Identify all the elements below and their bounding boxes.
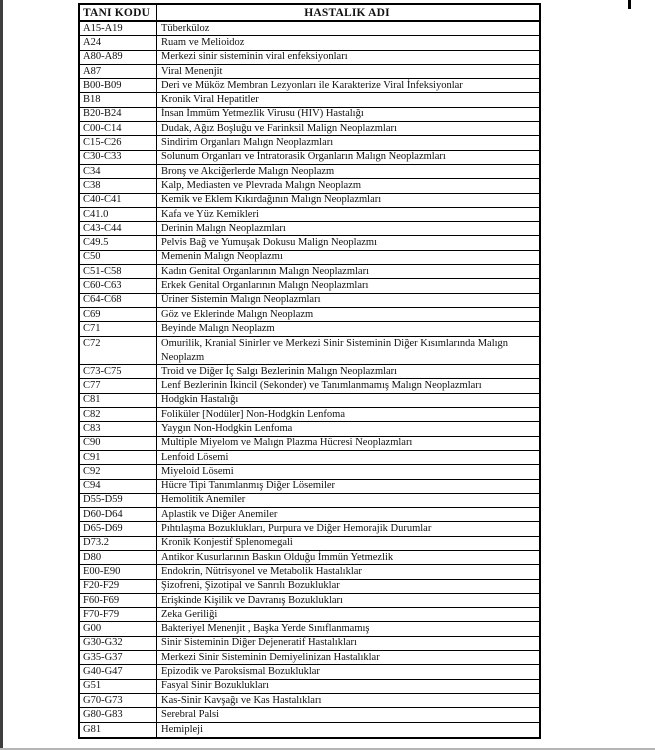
- table-row: [80, 236, 539, 250]
- diagnosis-code-cell: C60-C63: [80, 279, 157, 292]
- diagnosis-code-cell: E00-E90: [80, 565, 157, 578]
- table-row: [80, 708, 539, 722]
- table-row: [80, 93, 539, 107]
- table-row: [80, 208, 539, 222]
- diagnosis-code-cell: G51: [80, 680, 157, 693]
- diagnosis-code-cell: C81: [80, 394, 157, 407]
- diagnosis-code-cell: D80: [80, 551, 157, 564]
- disease-name-cell: Kafa ve Yüz Kemikleri: [161, 208, 259, 220]
- table-row: [80, 151, 539, 165]
- diagnosis-code-cell: C92: [80, 465, 157, 478]
- diagnosis-code-cell: G81: [80, 723, 157, 737]
- disease-name-cell: Multiple Miyelom ve Malıgn Plazma Hücresi Neoplazmları: [161, 437, 413, 449]
- disease-name-cell: Aplastik ve Diğer Anemiler: [161, 508, 278, 520]
- disease-name-cell: Tüberküloz: [161, 22, 210, 34]
- table-row: [80, 51, 539, 65]
- diagnosis-code-cell: C34: [80, 165, 157, 178]
- diagnosis-code-cell: A15-A19: [80, 22, 157, 35]
- disease-name-cell: Antikor Kusurlarının Baskın Olduğu İmmün Yetmezlik: [161, 551, 394, 563]
- diagnosis-code-cell: C82: [80, 408, 157, 421]
- disease-name-cell: Merkezi sinir sisteminin viral enfeksiyonları: [161, 51, 348, 63]
- table-row: [80, 723, 539, 737]
- diagnosis-code-cell: C73-C75: [80, 365, 157, 378]
- table-row: [80, 122, 539, 136]
- table-row: [80, 136, 539, 150]
- table-row: [80, 408, 539, 422]
- table-row: [80, 594, 539, 608]
- diagnosis-code-cell: C50: [80, 251, 157, 264]
- table-row: [80, 65, 539, 79]
- disease-name-cell: Kalp, Mediasten ve Plevrada Malıgn Neoplazm: [161, 179, 362, 191]
- disease-name-cell: Epizodik ve Paroksismal Bozukluklar: [161, 666, 320, 677]
- diagnosis-code-cell: C41.0: [80, 208, 157, 221]
- diagnosis-code-cell: B00-B09: [80, 79, 157, 92]
- table-row: [80, 522, 539, 536]
- table-row: [80, 194, 539, 208]
- page-left-edge: [0, 0, 3, 750]
- disease-name-cell: Üriner Sistemin Malıgn Neoplazmları: [161, 294, 321, 306]
- diagnosis-code-cell: G40-G47: [80, 665, 157, 678]
- diagnosis-code-cell: C72: [80, 337, 157, 365]
- diagnosis-code-cell: C49.5: [80, 236, 157, 249]
- table-row: [80, 79, 539, 93]
- table-body: [80, 22, 539, 737]
- table-row: [80, 394, 539, 408]
- table-row: [80, 637, 539, 651]
- disease-name-cell: Foliküler [Nodüler] Non-Hodgkin Lenfoma: [161, 408, 346, 420]
- disease-name-cell: Kas-Sinir Kavşağı ve Kas Hastalıkları: [161, 694, 322, 706]
- diagnosis-code-cell: G30-G32: [80, 637, 157, 650]
- text-cursor-artifact: [628, 0, 631, 9]
- diagnosis-code-cell: D73.2: [80, 537, 157, 550]
- disease-name-cell: Ruam ve Melioidoz: [161, 36, 245, 48]
- disease-name-cell: Hodgkin Hastalığı: [161, 394, 239, 406]
- table-row: [80, 494, 539, 508]
- disease-name-cell: Lenf Bezlerinin İkincil (Sekonder) ve Tanımlanmamış Malıgn Neoplazmları: [161, 380, 482, 392]
- disease-name-cell: Kronik Viral Hepatitler: [161, 94, 259, 106]
- disease-name-cell: Şizofreni, Şizotipal ve Sanrılı Bozukluklar: [161, 580, 340, 592]
- table-row: [80, 622, 539, 636]
- disease-name-cell: Dudak, Ağız Boşluğu ve Farinksil Malign Neoplazmları: [161, 122, 397, 134]
- diagnosis-code-cell: C64-C68: [80, 294, 157, 307]
- disease-name-cell: Hemolitik Anemiler: [161, 494, 246, 506]
- table-row: [80, 36, 539, 50]
- diagnosis-code-cell: C77: [80, 379, 157, 392]
- table-row: [80, 508, 539, 522]
- diagnosis-code-cell: D65-D69: [80, 522, 157, 535]
- diagnosis-code-cell: D55-D59: [80, 494, 157, 507]
- table-row: [80, 165, 539, 179]
- diagnosis-code-cell: C51-C58: [80, 265, 157, 278]
- table-row: [80, 665, 539, 679]
- disease-name-cell: Fasyal Sinir Bozuklukları: [161, 680, 269, 692]
- diagnosis-code-cell: B18: [80, 93, 157, 106]
- disease-name-cell: Memenin Malıgn Neoplazmı: [161, 251, 283, 263]
- table-row: [80, 680, 539, 694]
- diagnosis-code-cell: C15-C26: [80, 136, 157, 149]
- table-row: [80, 379, 539, 393]
- diagnosis-code-cell: F70-F79: [80, 608, 157, 621]
- disease-name-cell: Omurilik, Kranial Sinirler ve Merkezi Sinir Sisteminin Diğer Kısımlarında Malıgn Neoplazm: [161, 338, 509, 363]
- diagnosis-code-cell: C43-C44: [80, 222, 157, 235]
- table-row: [80, 537, 539, 551]
- disease-name-cell: Göz ve Eklerinde Malıgn Neoplazm: [161, 308, 314, 320]
- table-row: [80, 108, 539, 122]
- table-row: [80, 308, 539, 322]
- disease-name-cell: Merkezi Sinir Sisteminin Demiyelinizan Hastalıklar: [161, 651, 380, 663]
- table-row: [80, 465, 539, 479]
- diagnosis-code-cell: G35-G37: [80, 651, 157, 664]
- table-row: [80, 322, 539, 336]
- diagnosis-code-cell: G70-G73: [80, 694, 157, 707]
- disease-name-cell: Troid ve Diğer İç Salgı Bezlerinin Malıgn Neoplazmları: [161, 365, 398, 377]
- diagnosis-code-cell: G00: [80, 622, 157, 635]
- disease-name-cell: Kemik ve Eklem Kıkırdağının Malıgn Neoplazmları: [161, 194, 382, 206]
- disease-name-cell: Pıhtılaşma Bozuklukları, Purpura ve Diğer Hemorajik Durumlar: [161, 523, 432, 535]
- table-row: [80, 422, 539, 436]
- disease-name-cell: Erkek Genital Organlarının Malıgn Neoplazmları: [161, 279, 369, 291]
- disease-name-cell: Zeka Geriliği: [161, 608, 218, 620]
- table-row: [80, 480, 539, 494]
- diagnosis-code-cell: C83: [80, 422, 157, 435]
- diagnosis-code-cell: A87: [80, 65, 157, 78]
- diagnosis-code-cell: F60-F69: [80, 594, 157, 607]
- table-row: [80, 251, 539, 265]
- diagnosis-code-cell: C90: [80, 437, 157, 450]
- diagnosis-code-cell: C69: [80, 308, 157, 321]
- table-header-row: [80, 5, 539, 22]
- diagnosis-code-cell: G80-G83: [80, 708, 157, 721]
- disease-name-cell: Serebral Palsi: [161, 708, 220, 720]
- disease-name-cell: İnsan İmmüm Yetmezlik Virusu (HIV) Hastalığı: [161, 108, 364, 120]
- disease-name-cell: Hücre Tipi Tanımlanmış Diğer Lösemiler: [161, 480, 336, 492]
- disease-name-cell: Erişkinde Kişilik ve Davranış Bozuklukları: [161, 594, 343, 606]
- table-row: [80, 279, 539, 293]
- disease-name-cell: Kadın Genital Organlarının Malıgn Neoplazmları: [161, 265, 369, 277]
- disease-name-cell: Sindirim Organları Malıgn Neoplazmları: [161, 137, 334, 149]
- table-row: [80, 337, 539, 366]
- disease-name-cell: Kronik Konjestif Splenomegali: [161, 537, 293, 549]
- disease-name-cell: Viral Menenjit: [161, 65, 223, 77]
- diagnosis-code-cell: C94: [80, 480, 157, 493]
- column-header-tani-kodu: TANI KODU: [80, 5, 157, 20]
- table-row: [80, 437, 539, 451]
- disease-name-cell: Beyinde Malıgn Neoplazm: [161, 322, 275, 334]
- diagnosis-code-cell: C40-C41: [80, 194, 157, 207]
- table-row: [80, 179, 539, 193]
- table-row: [80, 651, 539, 665]
- table-row: [80, 565, 539, 579]
- disease-name-cell: Deri ve Müköz Membran Lezyonları ile Karakterize Viral İnfeksiyonlar: [161, 79, 463, 91]
- disease-name-cell: Bakteriyel Menenjit , Başka Yerde Sınıflanmamış: [161, 623, 370, 635]
- table-row: [80, 580, 539, 594]
- diagnosis-code-cell: A24: [80, 36, 157, 49]
- table-row: [80, 551, 539, 565]
- disease-name-cell: Endokrin, Nütrisyonel ve Metabolik Hastalıklar: [161, 565, 362, 577]
- table-row: [80, 694, 539, 708]
- disease-name-cell: Hemipleji: [161, 723, 203, 735]
- table-row: [80, 365, 539, 379]
- disease-name-cell: Bronş ve Akciğerlerde Malıgn Neoplazm: [161, 165, 335, 177]
- disease-name-cell: Pelvis Bağ ve Yumuşak Dokusu Malign Neoplazmı: [161, 237, 378, 249]
- diagnosis-code-cell: B20-B24: [80, 108, 157, 121]
- table-row: [80, 265, 539, 279]
- diagnosis-code-cell: C38: [80, 179, 157, 192]
- diagnosis-code-cell: F20-F29: [80, 580, 157, 593]
- diagnosis-code-cell: C71: [80, 322, 157, 335]
- disease-name-cell: Miyeloid Lösemi: [161, 465, 234, 477]
- table-row: [80, 294, 539, 308]
- diagnosis-code-cell: C00-C14: [80, 122, 157, 135]
- table-row: [80, 222, 539, 236]
- diagnosis-code-table: [78, 3, 541, 739]
- table-row: [80, 451, 539, 465]
- diagnosis-code-cell: C30-C33: [80, 151, 157, 164]
- table-row: [80, 608, 539, 622]
- diagnosis-code-cell: A80-A89: [80, 51, 157, 64]
- disease-name-cell: Derinin Malıgn Neoplazmları: [161, 222, 286, 234]
- disease-name-cell: Lenfoid Lösemi: [161, 451, 229, 463]
- column-header-hastalik-adi: HASTALIK ADI: [304, 6, 390, 19]
- disease-name-cell: Sinir Sisteminin Diğer Dejeneratif Hastalıkları: [161, 637, 357, 649]
- diagnosis-code-cell: D60-D64: [80, 508, 157, 521]
- diagnosis-code-cell: C91: [80, 451, 157, 464]
- disease-name-cell: Solunum Organları ve İntratorasik Organların Malıgn Neoplazmları: [161, 151, 446, 163]
- table-row: [80, 22, 539, 36]
- disease-name-cell: Yaygın Non-Hodgkin Lenfoma: [161, 422, 293, 434]
